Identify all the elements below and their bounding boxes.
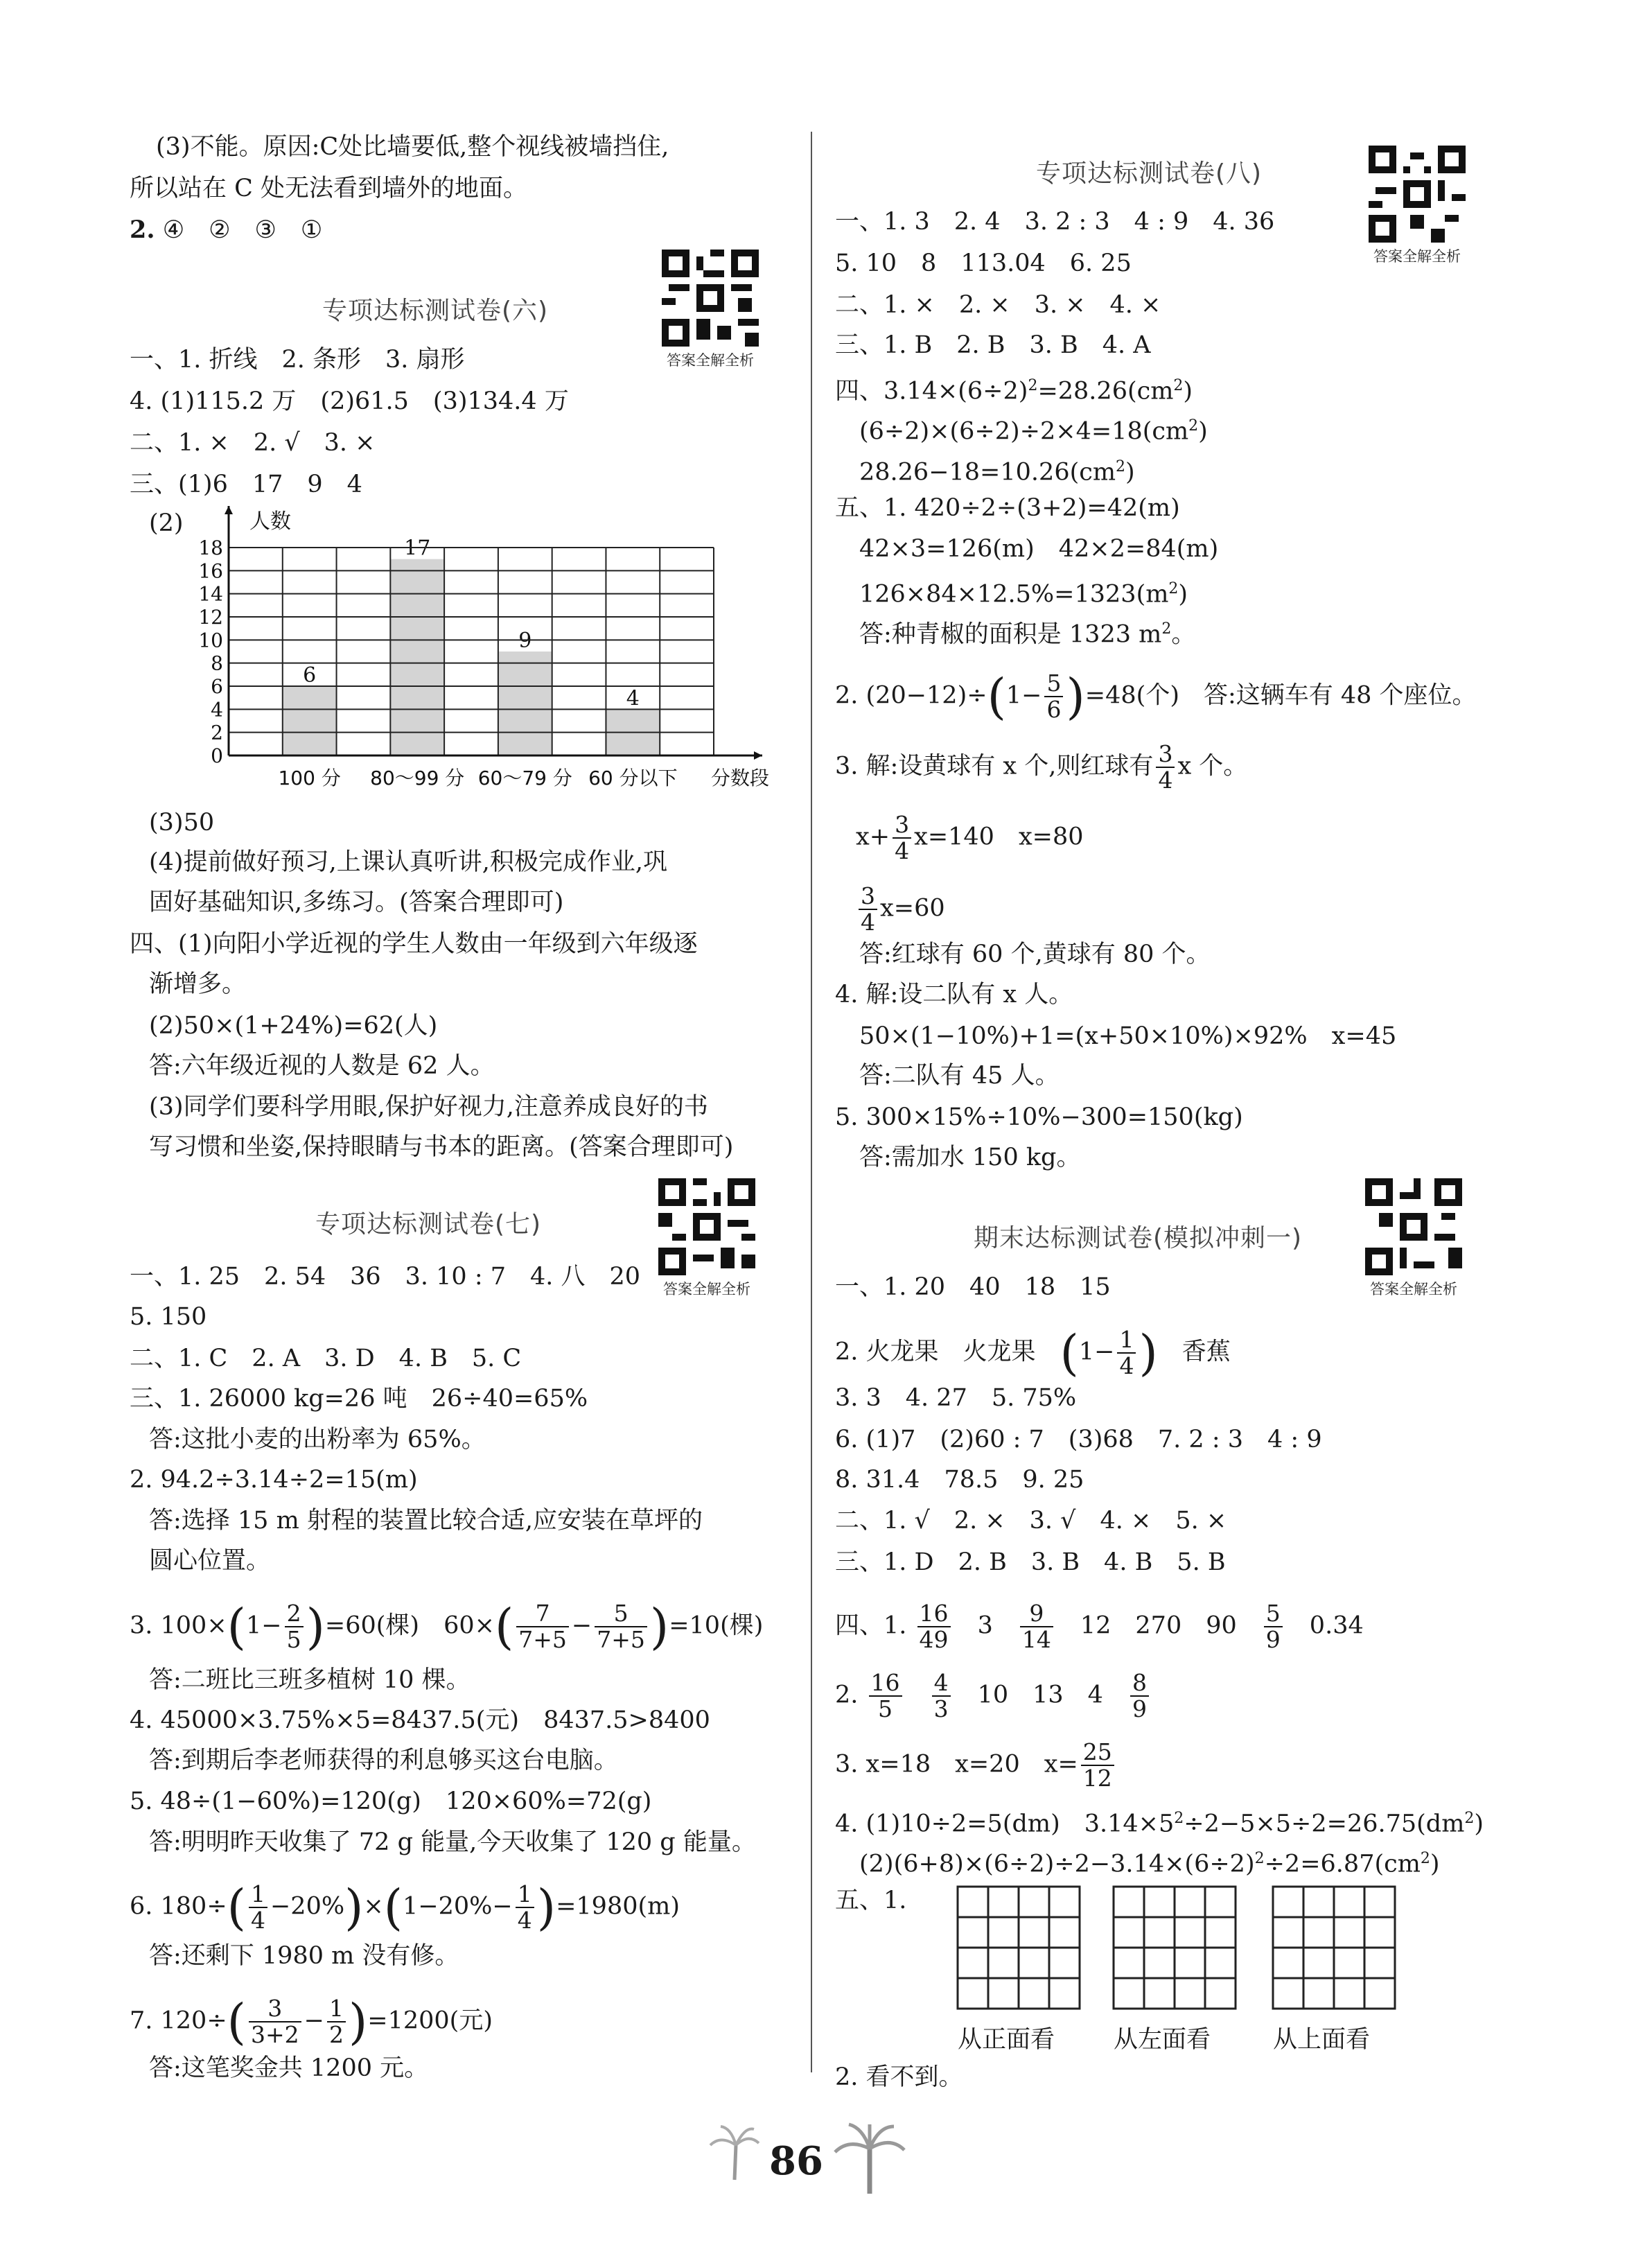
answer-line: 三、1. B 2. B 3. B 4. A — [835, 331, 1151, 359]
answer-line: 答:需加水 150 kg。 — [859, 1144, 1081, 1171]
grid-left — [1112, 1885, 1237, 2010]
answer-line: 5. 150 — [130, 1303, 207, 1331]
x-tick-label: 60 分以下 — [588, 767, 678, 789]
section-title: 专项达标测试卷(八) — [1036, 159, 1263, 188]
answer-line: 答:还剩下 1980 m 没有修。 — [149, 1942, 459, 1970]
answer-line: 二、1. C 2. A 3. D 4. B 5. C — [130, 1345, 522, 1372]
qr-code: 答案全解全析 — [655, 1178, 759, 1299]
x-tick-label: 100 分 — [278, 767, 341, 789]
answer-line: 2. 94.2÷3.14÷2=15(m) — [130, 1466, 418, 1494]
qr-code-icon — [1369, 146, 1466, 243]
grid-front — [956, 1885, 1081, 2010]
answer-line: 6. (1)7 (2)60 : 7 (3)68 7. 2 : 3 4 : 9 — [835, 1426, 1322, 1453]
qr-code-icon — [1365, 1178, 1462, 1275]
bar-value-label: 17 — [404, 536, 431, 561]
bar — [390, 559, 444, 755]
x-axis-label: 分数段 — [710, 767, 769, 789]
answer-line: 一、1. 20 40 18 15 — [835, 1273, 1111, 1301]
answer-line-fraction: 3. 100×(1− $\frac{2}{5}$ )=60(棵) 60×( $\frac{7}{7+5}$ − $\frac{5}{7+5}$ )=10(棵) — [130, 1598, 764, 1655]
answer-line: 4. (1)10÷2=5(dm) $3.14\times 5^2\div 2-5\times 5\div 2=26.75(dm^2)$ — [835, 1810, 1484, 1838]
view-label: 从正面看 — [958, 2026, 1055, 2054]
y-tick-label: 2 — [211, 721, 223, 744]
answer-line: 4. 45000×3.75%×5=8437.5(元) 8437.5>8400 — [130, 1706, 710, 1734]
y-tick-label: 8 — [211, 652, 223, 675]
answer-line: $28.26-18=10.26(cm^2)$ — [859, 458, 1135, 487]
x-axis-arrow — [754, 751, 762, 760]
answer-line: 答:种青椒的面积是 1323 $m^2$。 — [859, 620, 1196, 649]
view-front — [956, 1885, 1081, 2054]
answer-line-fraction: 3. x=18 x=20 x= $\frac{25}{12}$ — [835, 1740, 1117, 1791]
answer-line: 3. 3 4. 27 5. 75% — [835, 1384, 1077, 1412]
page-number: 86 — [769, 2138, 823, 2184]
answer-line: 5. 300×15%÷10%−300=150(kg) — [835, 1103, 1243, 1131]
bar-value-label: 6 — [303, 663, 317, 688]
palm-tree-icon — [832, 2121, 908, 2197]
y-axis-label: 人数 — [249, 509, 291, 534]
answer-line: 固好基础知识,多练习。(答案合理即可) — [149, 889, 564, 916]
qr-code: 答案全解全析 — [658, 250, 762, 370]
answer-line: 一、1. 折线 2. 条形 3. 扇形 — [130, 346, 465, 374]
qr-code-icon — [658, 1178, 755, 1275]
answer-line: 答:这批小麦的出粉率为 65%。 — [149, 1426, 486, 1453]
view-top — [1272, 1885, 1396, 2054]
answer-line: 三、1. D 2. B 3. B 4. B 5. B — [835, 1548, 1226, 1576]
answer-line: 4. (1)115.2 万 (2)61.5 (3)134.4 万 — [130, 387, 569, 415]
view-label: 从左面看 — [1114, 2026, 1211, 2054]
answer-line: 答:到期后李老师获得的利息够买这台电脑。 — [149, 1747, 618, 1774]
y-tick-label: 18 — [198, 536, 223, 559]
answer-line-fraction: 3. 解:设黄球有 x 个,则红球有 $\frac{3}{4}$ x 个。 — [835, 740, 1248, 794]
answer-line: 五、1. 420÷2÷(3+2)=42(m) — [835, 494, 1180, 522]
y-tick-label: 4 — [211, 698, 223, 722]
section-title: 专项达标测试卷(六) — [322, 297, 549, 325]
answer-line: 答:二班比三班多植树 10 棵。 — [149, 1666, 471, 1694]
y-tick-label: 6 — [211, 675, 223, 698]
answer-line: 三、1. 26000 kg=26 吨 26÷40=65% — [130, 1385, 588, 1413]
y-axis-arrow — [225, 506, 233, 514]
answer-line: 渐增多。 — [149, 970, 247, 998]
bar — [283, 686, 337, 755]
y-tick-label: 12 — [198, 606, 223, 629]
bar — [498, 652, 552, 755]
answer-line-fraction: 2. $\frac{16}{5}$ $\frac{4}{3}$ 10 13 4 $\frac{8}{9}$ — [835, 1670, 1152, 1722]
grid-top — [1272, 1885, 1396, 2010]
section-title: 专项达标测试卷(七) — [315, 1210, 542, 1239]
answer-line: 答:选择 15 m 射程的装置比较合适,应安装在草坪的 — [149, 1507, 703, 1535]
qr-code: 答案全解全析 — [1365, 146, 1469, 266]
answer-line-fraction: x+ $\frac{3}{4}$ x=140 x=80 — [856, 811, 1084, 864]
answer-line: 答:二队有 45 人。 — [859, 1062, 1060, 1090]
answer-line: 8. 31.4 78.5 9. 25 — [835, 1466, 1084, 1494]
answer-line: 三、(1)6 17 9 4 — [130, 471, 362, 498]
section-title: 期末达标测试卷(模拟冲刺一) — [974, 1224, 1303, 1252]
answer-line: 答:这笔奖金共 1200 元。 — [149, 2054, 429, 2082]
answer-line-fraction: 6. 180÷( $\frac{1}{4}$ −20%)×(1−20%− $\frac{1}{4}$ )=1980(m) — [130, 1879, 680, 1936]
answer-line: 5. 48÷(1−60%)=120(g) 120×60%=72(g) — [130, 1788, 652, 1815]
answer-line: 五、1. — [835, 1887, 907, 1914]
answer-line: 所以站在 C 处无法看到墙外的地面。 — [130, 175, 528, 202]
y-tick-label: 14 — [198, 582, 223, 606]
column-divider — [811, 132, 812, 2072]
view-label: 从上面看 — [1273, 2026, 1371, 2054]
view-left — [1112, 1885, 1237, 2054]
answer-line: 四、$3.14\times(6\div 2)^2=28.26(cm^2)$ — [835, 377, 1193, 405]
answer-line: 一、1. 3 2. 4 3. 2 : 3 4 : 9 4. 36 — [835, 208, 1275, 236]
qr-code: 答案全解全析 — [1362, 1178, 1466, 1299]
answer-line: 圆心位置。 — [149, 1547, 271, 1575]
answer-line: 4. 解:设二队有 x 人。 — [835, 981, 1073, 1008]
answer-line: 答:明明昨天收集了 72 g 能量,今天收集了 120 g 能量。 — [149, 1828, 756, 1856]
answer-line: (4)提前做好预习,上课认真听讲,积极完成作业,巩 — [149, 848, 667, 876]
x-tick-label: 60～79 分 — [477, 767, 572, 789]
answer-line: 答:红球有 60 个,黄球有 80 个。 — [859, 941, 1211, 968]
answer-line-fraction: 7. 120÷( $\frac{3}{3+2}$ − $\frac{1}{2}$ )=1200(元) — [130, 1993, 493, 2050]
answer-line: (3)50 — [149, 809, 215, 837]
answer-line: $126\times 84\times 12.5\%=1323(m^2)$ — [859, 580, 1188, 609]
bar-value-label: 4 — [626, 686, 640, 711]
y-tick-label: 10 — [198, 629, 223, 652]
answer-line: 一、1. 25 2. 54 36 3. 10 : 7 4. 八 20 — [130, 1263, 641, 1291]
answer-line: (3)同学们要科学用眼,保护好视力,注意养成良好的书 — [149, 1093, 708, 1121]
answer-line: 二、1. √ 2. × 3. √ 4. × 5. × — [835, 1507, 1227, 1535]
answer-line-fraction: 四、1. $\frac{16}{49}$ 3 $\frac{9}{14}$ 12 270 90 $\frac{5}{9}$ 0.34 — [835, 1600, 1364, 1653]
bar-chart — [187, 499, 783, 797]
answer-line: 42×3=126(m) 42×2=84(m) — [859, 535, 1219, 563]
answer-line: 四、(1)向阳小学近视的学生人数由一年级到六年级逐 — [130, 930, 698, 958]
y-tick-label: 16 — [198, 559, 223, 583]
palm-tree-icon — [707, 2121, 762, 2183]
qr-code-icon — [662, 250, 759, 347]
answer-line: (3)不能。原因:C处比墙要低,整个视线被墙挡住, — [156, 133, 669, 161]
answer-line: $(6\div 2)\times(6\div 2)\div 2\times 4=18(cm^2)$ — [859, 417, 1208, 446]
answer-line-fraction: 2. (20−12)÷(1− $\frac{5}{6}$ )=48(个) 答:这辆车有 48 个座位。 — [835, 668, 1477, 725]
answer-line: 2. ④ ② ③ ① — [130, 216, 323, 244]
answer-line: 二、1. × 2. × 3. × 4. × — [835, 291, 1161, 319]
x-tick-label: 80～99 分 — [370, 767, 465, 789]
answer-line: 5. 10 8 113.04 6. 25 — [835, 250, 1132, 277]
bar-value-label: 9 — [518, 629, 532, 653]
answer-line: 2. 看不到。 — [835, 2063, 963, 2091]
answer-line: 写习惯和坐姿,保持眼睛与书本的距离。(答案合理即可) — [149, 1133, 734, 1161]
answer-line: (2)50×(1+24%)=62(人) — [149, 1012, 438, 1040]
answer-line: 答:六年级近视的人数是 62 人。 — [149, 1052, 495, 1080]
y-tick-label: 0 — [211, 744, 223, 767]
answer-line-fraction: $\frac{3}{4}$ x=60 — [856, 884, 945, 935]
chart-prefix: (2) — [149, 509, 184, 537]
answer-line: 50×(1−10%)+1=(x+50×10%)×92% x=45 — [859, 1022, 1397, 1050]
answer-line-fraction: 2. 火龙果 火龙果 (1− $\frac{1}{4}$ ) 香蕉 — [835, 1325, 1231, 1381]
answer-line: $(2)(6+8)\times(6\div 2)\div 2-3.14\times(6\div 2)^2\div 2=6.87(cm^2)$ — [859, 1850, 1440, 1878]
answer-line: 二、1. × 2. √ 3. × — [130, 429, 376, 457]
